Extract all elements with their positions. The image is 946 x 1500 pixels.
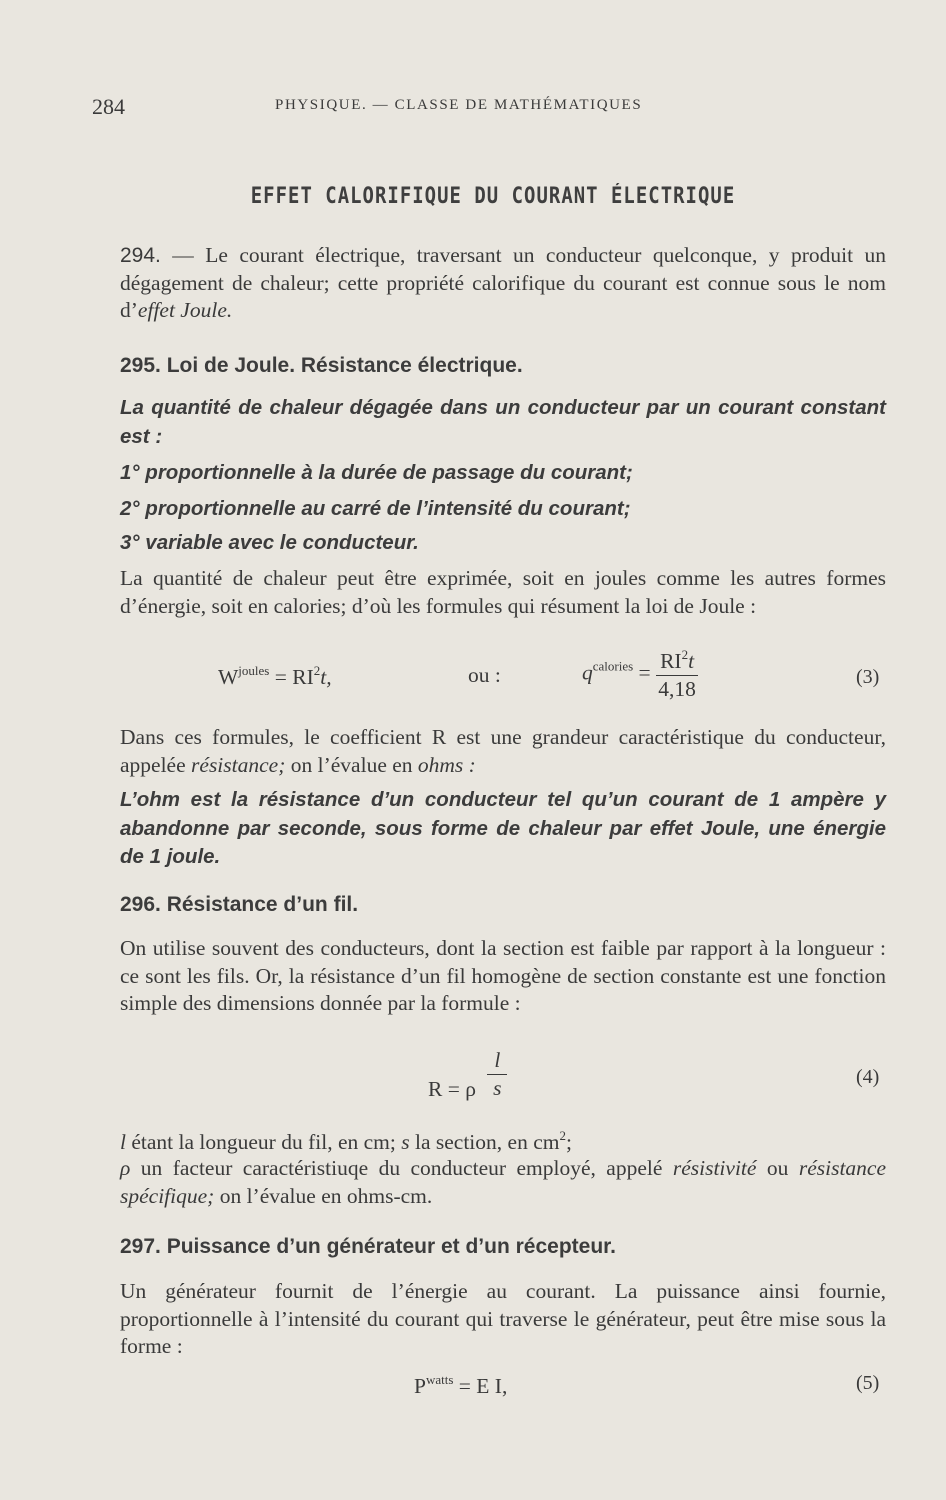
formula-power [414, 1372, 507, 1399]
ohms-term: ohms : [417, 752, 476, 777]
section-heading-297: 297. Puissance d’un générateur et d’un récepteur. [120, 1235, 617, 1258]
symbol-s: s [401, 1130, 410, 1154]
calories-fraction [656, 647, 698, 702]
paragraph-295-calories: La quantité de chaleur peut être exprimée, soit en joules comme les autres formes d’énergie, soit en calories; d’où les formules qui résument la loi de Joule : [120, 566, 886, 618]
def1-text-c: ; [565, 1130, 572, 1154]
symbol-rho: ρ [120, 1156, 131, 1180]
fraction-numerator [656, 647, 698, 676]
section-heading-296: 296. Résistance d’un fil. [120, 893, 359, 916]
w-time: t, [320, 665, 332, 689]
joule-law-item-3: 3° variable avec le conducteur. [120, 531, 419, 554]
specific-resistance-term: résistance spécifique; [120, 1156, 887, 1208]
q-superscript: calories [592, 658, 634, 674]
running-title: PHYSIQUE. — CLASSE DE MATHÉMATIQUES [275, 97, 643, 113]
section-number-294: 294. [120, 244, 161, 267]
fraction-denominator: 4,18 [658, 677, 696, 701]
resistance-text-b: on l’évalue en [285, 752, 418, 777]
q-equals: = [638, 660, 651, 685]
page-number: 284 [92, 94, 125, 119]
joule-law-item-1: 1° proportionnelle à la durée de passage du courant; [120, 461, 633, 484]
power-symbol: P [414, 1374, 426, 1398]
chapter-title: EFFET CALORIFIQUE DU COURANT ÉLECTRIQUE [250, 184, 736, 209]
w-symbol: W [218, 665, 239, 689]
w-square: 2 [313, 663, 321, 678]
resistance-text-a: Dans ces formules, le coefficient R est une grandeur caractéristique du conducteur, appelée [120, 725, 886, 777]
symbol-l: l [120, 1130, 126, 1154]
resistance-lhs: R = ρ [428, 1077, 476, 1102]
q-symbol: q [582, 660, 593, 685]
effet-joule-term: effet Joule. [137, 298, 233, 322]
numerator-square: 2 [681, 647, 689, 662]
cm-square: 2 [559, 1128, 566, 1143]
length-section-fraction [487, 1048, 507, 1101]
fraction-section: s [493, 1076, 502, 1100]
resistivity-term: résistivité [672, 1156, 757, 1180]
def2-text-c: on l’évalue en ohms-cm. [214, 1183, 433, 1208]
joule-law-intro: La quantité de chaleur dégagée dans un conducteur par un courant constant est : [120, 396, 886, 448]
paragraph-295-resistance [120, 724, 886, 779]
def1-text-a: étant la longueur du fil, en cm; [125, 1130, 402, 1154]
equation-number-5: (5) [856, 1372, 880, 1394]
formula-or: ou : [468, 663, 501, 687]
w-superscript: joules [238, 663, 270, 678]
equation-number-4: (4) [856, 1066, 880, 1088]
formula-joules [218, 663, 332, 690]
resistance-term: résistance; [191, 752, 286, 777]
def2-text-b: ou [756, 1156, 799, 1180]
section-heading-295: 295. Loi de Joule. Résistance électrique. [120, 354, 523, 377]
def1-text-b: la section, en cm [409, 1130, 560, 1154]
paragraph-297: Un générateur fournit de l’énergie au courant. La puissance ainsi fournie, proportionnelle à l’intensité du courant qui traverse le générateur, peut être mise sous la forme : [120, 1279, 886, 1358]
paragraph-296: On utilise souvent des conducteurs, dont la section est faible par rapport à la longueur : ce sont les fils. Or, la résistance d’un fil homogène de section constante est une fonction simple des dimensions donnée par la formule : [120, 936, 886, 1015]
fraction-length: l [487, 1048, 507, 1075]
def2-text-a: un facteur caractéristiuqe du conducteur employé, appelé [130, 1156, 673, 1180]
equation-number-3: (3) [856, 666, 880, 688]
paragraph-294-text: — Le courant électrique, traversant un conducteur quelconque, y produit un dégagement de chaleur; cette propriété calorifique du courant est connue sous le nom d’ [120, 243, 886, 322]
power-superscript: watts [425, 1372, 454, 1387]
numerator-t: t [688, 649, 695, 673]
w-equals: = RI [274, 665, 314, 689]
numerator-ri: RI [660, 649, 682, 673]
power-rhs: = E I, [458, 1374, 508, 1398]
definition-length-section [120, 1122, 886, 1157]
joule-law-item-2: 2° proportionnelle au carré de l’intensité du courant; [120, 497, 631, 520]
paragraph-294 [120, 242, 886, 325]
running-header [92, 94, 702, 120]
ohm-definition: L’ohm est la résistance d’un conducteur tel qu’un courant de 1 ampère y abandonne par seconde, sous forme de chaleur par effet Joule, une énergie de 1 joule. [120, 788, 886, 868]
formula-resistance-wire [428, 1048, 507, 1101]
definition-resistivity [120, 1155, 886, 1210]
formula-calories [582, 647, 698, 702]
